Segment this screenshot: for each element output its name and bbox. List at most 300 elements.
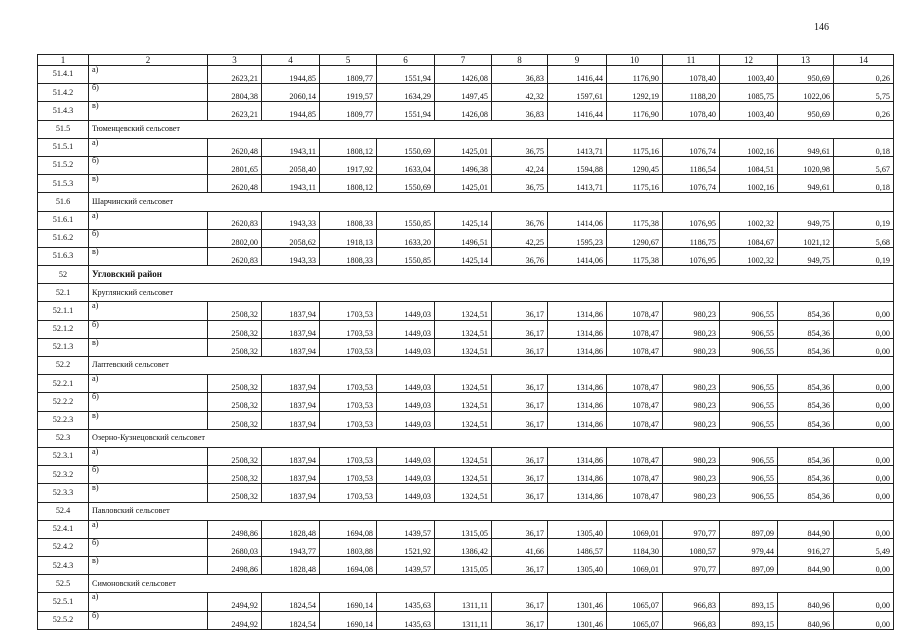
- row-number: 51.6.2: [38, 229, 89, 247]
- value-cell: 1176,90: [607, 102, 663, 120]
- row-number: 52.2.1: [38, 375, 89, 393]
- value-cell: 980,23: [663, 484, 720, 502]
- value-cell: 1186,54: [663, 156, 720, 174]
- section-title: Павловский сельсовет: [89, 502, 894, 520]
- value-cell: 1690,14: [320, 593, 377, 611]
- value-cell: 1837,94: [262, 375, 320, 393]
- tariff-table: [37, 54, 894, 630]
- value-cell: 949,61: [778, 138, 834, 156]
- value-cell: 950,69: [778, 102, 834, 120]
- row-variant: а): [89, 302, 208, 320]
- row-number: 52.2.2: [38, 393, 89, 411]
- value-cell: 854,36: [778, 411, 834, 429]
- value-cell: 1703,53: [320, 302, 377, 320]
- value-cell: 36,17: [492, 520, 548, 538]
- header-cell: 12: [720, 55, 778, 66]
- value-cell: 0,00: [834, 338, 894, 356]
- row-variant: в): [89, 411, 208, 429]
- value-cell: 0,00: [834, 375, 894, 393]
- value-cell: 1837,94: [262, 393, 320, 411]
- row-number: 52.5.2: [38, 611, 89, 629]
- value-cell: 1314,86: [548, 447, 607, 465]
- value-cell: 840,96: [778, 593, 834, 611]
- value-cell: 949,61: [778, 175, 834, 193]
- value-cell: 2801,65: [208, 156, 262, 174]
- row-variant: в): [89, 557, 208, 575]
- value-cell: 1301,46: [548, 611, 607, 629]
- row-variant: а): [89, 375, 208, 393]
- value-cell: 1435,63: [377, 611, 435, 629]
- value-cell: 1837,94: [262, 320, 320, 338]
- district-title: Угловский район: [89, 266, 894, 284]
- table-row: [38, 338, 894, 356]
- value-cell: 950,69: [778, 66, 834, 84]
- value-cell: 1085,75: [720, 84, 778, 102]
- table-row: [38, 538, 894, 556]
- value-cell: 36,17: [492, 593, 548, 611]
- value-cell: 1486,57: [548, 538, 607, 556]
- value-cell: 42,25: [492, 229, 548, 247]
- value-cell: 2508,32: [208, 484, 262, 502]
- value-cell: 1175,16: [607, 175, 663, 193]
- value-cell: 1694,08: [320, 557, 377, 575]
- value-cell: 36,17: [492, 375, 548, 393]
- value-cell: 1020,98: [778, 156, 834, 174]
- value-cell: 1324,51: [435, 484, 492, 502]
- value-cell: 5,75: [834, 84, 894, 102]
- value-cell: 1690,14: [320, 611, 377, 629]
- value-cell: 1175,38: [607, 247, 663, 265]
- header-cell: 7: [435, 55, 492, 66]
- value-cell: 0,00: [834, 520, 894, 538]
- section-number: 52.1: [38, 284, 89, 302]
- value-cell: 1449,03: [377, 338, 435, 356]
- value-cell: 1065,07: [607, 611, 663, 629]
- value-cell: 1551,94: [377, 66, 435, 84]
- value-cell: 1078,47: [607, 375, 663, 393]
- value-cell: 1416,44: [548, 102, 607, 120]
- table-row: [38, 520, 894, 538]
- header-cell: 4: [262, 55, 320, 66]
- value-cell: 1837,94: [262, 466, 320, 484]
- value-cell: 1324,51: [435, 338, 492, 356]
- value-cell: 1290,67: [607, 229, 663, 247]
- value-cell: 2623,21: [208, 66, 262, 84]
- row-variant: в): [89, 247, 208, 265]
- value-cell: 2620,83: [208, 247, 262, 265]
- value-cell: 1828,48: [262, 520, 320, 538]
- value-cell: 1633,20: [377, 229, 435, 247]
- value-cell: 840,96: [778, 611, 834, 629]
- value-cell: 1078,47: [607, 411, 663, 429]
- value-cell: 2620,48: [208, 138, 262, 156]
- value-cell: 36,17: [492, 393, 548, 411]
- value-cell: 0,19: [834, 247, 894, 265]
- value-cell: 1078,47: [607, 484, 663, 502]
- value-cell: 1550,85: [377, 247, 435, 265]
- section-row: [38, 284, 894, 302]
- value-cell: 980,23: [663, 466, 720, 484]
- value-cell: 0,00: [834, 302, 894, 320]
- value-cell: 1078,47: [607, 447, 663, 465]
- row-number: 52.4.1: [38, 520, 89, 538]
- value-cell: 2494,92: [208, 593, 262, 611]
- header-cell: 2: [89, 55, 208, 66]
- value-cell: 1439,57: [377, 557, 435, 575]
- value-cell: 906,55: [720, 466, 778, 484]
- value-cell: 906,55: [720, 375, 778, 393]
- value-cell: 36,17: [492, 411, 548, 429]
- value-cell: 42,24: [492, 156, 548, 174]
- page-number: 146: [814, 22, 829, 33]
- value-cell: 1594,88: [548, 156, 607, 174]
- row-variant: б): [89, 84, 208, 102]
- value-cell: 979,44: [720, 538, 778, 556]
- value-cell: 854,36: [778, 466, 834, 484]
- value-cell: 1703,53: [320, 484, 377, 502]
- value-cell: 1324,51: [435, 320, 492, 338]
- value-cell: 1449,03: [377, 411, 435, 429]
- value-cell: 1311,11: [435, 611, 492, 629]
- row-number: 52.1.2: [38, 320, 89, 338]
- value-cell: 1078,47: [607, 393, 663, 411]
- value-cell: 844,90: [778, 557, 834, 575]
- value-cell: 42,32: [492, 84, 548, 102]
- value-cell: 0,00: [834, 466, 894, 484]
- value-cell: 2623,21: [208, 102, 262, 120]
- value-cell: 1425,01: [435, 175, 492, 193]
- value-cell: 2802,00: [208, 229, 262, 247]
- value-cell: 1943,33: [262, 211, 320, 229]
- value-cell: 949,75: [778, 247, 834, 265]
- row-number: 52.3.2: [38, 466, 89, 484]
- value-cell: 0,00: [834, 411, 894, 429]
- section-row: [38, 193, 894, 211]
- value-cell: 1943,77: [262, 538, 320, 556]
- value-cell: 0,19: [834, 211, 894, 229]
- value-cell: 1324,51: [435, 447, 492, 465]
- value-cell: 1703,53: [320, 375, 377, 393]
- section-row: [38, 120, 894, 138]
- section-number: 52.4: [38, 502, 89, 520]
- value-cell: 5,67: [834, 156, 894, 174]
- section-row: [38, 575, 894, 593]
- value-cell: 893,15: [720, 593, 778, 611]
- value-cell: 1080,57: [663, 538, 720, 556]
- section-row: [38, 429, 894, 447]
- value-cell: 854,36: [778, 338, 834, 356]
- value-cell: 1084,51: [720, 156, 778, 174]
- value-cell: 916,27: [778, 538, 834, 556]
- value-cell: 1314,86: [548, 302, 607, 320]
- table-row: [38, 102, 894, 120]
- value-cell: 1837,94: [262, 302, 320, 320]
- value-cell: 1003,40: [720, 66, 778, 84]
- value-cell: 1078,47: [607, 466, 663, 484]
- value-cell: 2620,48: [208, 175, 262, 193]
- value-cell: 1314,86: [548, 338, 607, 356]
- value-cell: 1703,53: [320, 411, 377, 429]
- value-cell: 854,36: [778, 447, 834, 465]
- value-cell: 906,55: [720, 320, 778, 338]
- value-cell: 2508,32: [208, 447, 262, 465]
- value-cell: 0,00: [834, 393, 894, 411]
- table-row: [38, 611, 894, 629]
- value-cell: 1314,86: [548, 393, 607, 411]
- value-cell: 1550,85: [377, 211, 435, 229]
- table-row: [38, 557, 894, 575]
- table-row: [38, 593, 894, 611]
- value-cell: 1314,86: [548, 375, 607, 393]
- value-cell: 1324,51: [435, 411, 492, 429]
- value-cell: 1703,53: [320, 338, 377, 356]
- value-cell: 1551,94: [377, 102, 435, 120]
- row-number: 52.1.1: [38, 302, 89, 320]
- value-cell: 1314,86: [548, 466, 607, 484]
- section-title: Симоновский сельсовет: [89, 575, 894, 593]
- value-cell: 1809,77: [320, 66, 377, 84]
- value-cell: 1449,03: [377, 484, 435, 502]
- value-cell: 2508,32: [208, 320, 262, 338]
- value-cell: 1703,53: [320, 393, 377, 411]
- value-cell: 906,55: [720, 411, 778, 429]
- row-number: 51.5.1: [38, 138, 89, 156]
- table-row: [38, 156, 894, 174]
- row-number: 52.1.3: [38, 338, 89, 356]
- value-cell: 36,76: [492, 247, 548, 265]
- section-title: Озерно-Кузнецовский сельсовет: [89, 429, 894, 447]
- section-number: 52.3: [38, 429, 89, 447]
- section-row: [38, 502, 894, 520]
- value-cell: 36,75: [492, 175, 548, 193]
- value-cell: 1595,23: [548, 229, 607, 247]
- row-variant: б): [89, 229, 208, 247]
- value-cell: 1414,06: [548, 211, 607, 229]
- value-cell: 970,77: [663, 557, 720, 575]
- value-cell: 1301,46: [548, 593, 607, 611]
- value-cell: 1828,48: [262, 557, 320, 575]
- value-cell: 2804,38: [208, 84, 262, 102]
- value-cell: 854,36: [778, 320, 834, 338]
- table-row: [38, 320, 894, 338]
- row-variant: в): [89, 484, 208, 502]
- row-number: 52.3.3: [38, 484, 89, 502]
- section-number: 52: [38, 266, 89, 284]
- value-cell: 1414,06: [548, 247, 607, 265]
- value-cell: 980,23: [663, 338, 720, 356]
- value-cell: 36,17: [492, 557, 548, 575]
- section-title: Тюменцевский сельсовет: [89, 120, 894, 138]
- value-cell: 0,00: [834, 593, 894, 611]
- table-row: [38, 375, 894, 393]
- value-cell: 1803,88: [320, 538, 377, 556]
- value-cell: 1386,42: [435, 538, 492, 556]
- value-cell: 1550,69: [377, 138, 435, 156]
- header-cell: 3: [208, 55, 262, 66]
- value-cell: 0,00: [834, 447, 894, 465]
- value-cell: 36,17: [492, 466, 548, 484]
- value-cell: 1837,94: [262, 484, 320, 502]
- row-number: 51.5.2: [38, 156, 89, 174]
- value-cell: 2508,32: [208, 466, 262, 484]
- value-cell: 1449,03: [377, 393, 435, 411]
- value-cell: 1188,20: [663, 84, 720, 102]
- value-cell: 1002,32: [720, 247, 778, 265]
- value-cell: 906,55: [720, 393, 778, 411]
- value-cell: 1292,19: [607, 84, 663, 102]
- value-cell: 1413,71: [548, 138, 607, 156]
- value-cell: 2680,03: [208, 538, 262, 556]
- value-cell: 1808,33: [320, 247, 377, 265]
- value-cell: 36,83: [492, 102, 548, 120]
- value-cell: 1076,95: [663, 247, 720, 265]
- value-cell: 1703,53: [320, 447, 377, 465]
- section-title: Лаптевский сельсовет: [89, 357, 894, 375]
- section-row: [38, 357, 894, 375]
- value-cell: 1919,57: [320, 84, 377, 102]
- value-cell: 1824,54: [262, 611, 320, 629]
- row-number: 51.5.3: [38, 175, 89, 193]
- value-cell: 1439,57: [377, 520, 435, 538]
- value-cell: 1186,75: [663, 229, 720, 247]
- value-cell: 980,23: [663, 375, 720, 393]
- value-cell: 1314,86: [548, 411, 607, 429]
- value-cell: 2498,86: [208, 557, 262, 575]
- value-cell: 1078,47: [607, 338, 663, 356]
- value-cell: 1496,51: [435, 229, 492, 247]
- table-row: [38, 229, 894, 247]
- value-cell: 1808,12: [320, 138, 377, 156]
- value-cell: 1521,92: [377, 538, 435, 556]
- row-variant: а): [89, 593, 208, 611]
- value-cell: 1694,08: [320, 520, 377, 538]
- header-cell: 8: [492, 55, 548, 66]
- value-cell: 966,83: [663, 593, 720, 611]
- header-row: [38, 55, 894, 66]
- value-cell: 1633,04: [377, 156, 435, 174]
- value-cell: 0,00: [834, 320, 894, 338]
- value-cell: 1069,01: [607, 520, 663, 538]
- value-cell: 0,00: [834, 611, 894, 629]
- table-row: [38, 138, 894, 156]
- value-cell: 0,26: [834, 66, 894, 84]
- row-variant: б): [89, 538, 208, 556]
- row-variant: а): [89, 520, 208, 538]
- header-cell: 5: [320, 55, 377, 66]
- section-number: 52.5: [38, 575, 89, 593]
- value-cell: 2058,40: [262, 156, 320, 174]
- section-number: 51.5: [38, 120, 89, 138]
- value-cell: 2060,14: [262, 84, 320, 102]
- value-cell: 1597,61: [548, 84, 607, 102]
- value-cell: 36,76: [492, 211, 548, 229]
- value-cell: 906,55: [720, 447, 778, 465]
- value-cell: 2508,32: [208, 338, 262, 356]
- table-body: [38, 55, 894, 630]
- value-cell: 1002,16: [720, 138, 778, 156]
- value-cell: 854,36: [778, 393, 834, 411]
- value-cell: 906,55: [720, 338, 778, 356]
- value-cell: 1497,45: [435, 84, 492, 102]
- value-cell: 1416,44: [548, 66, 607, 84]
- value-cell: 2508,32: [208, 375, 262, 393]
- value-cell: 1324,51: [435, 466, 492, 484]
- value-cell: 949,75: [778, 211, 834, 229]
- table-row: [38, 484, 894, 502]
- row-variant: а): [89, 447, 208, 465]
- value-cell: 1065,07: [607, 593, 663, 611]
- value-cell: 1078,47: [607, 302, 663, 320]
- value-cell: 2508,32: [208, 302, 262, 320]
- value-cell: 854,36: [778, 302, 834, 320]
- header-cell: 6: [377, 55, 435, 66]
- value-cell: 1837,94: [262, 338, 320, 356]
- value-cell: 0,18: [834, 138, 894, 156]
- value-cell: 2494,92: [208, 611, 262, 629]
- value-cell: 36,83: [492, 66, 548, 84]
- table-row: [38, 411, 894, 429]
- value-cell: 980,23: [663, 411, 720, 429]
- section-number: 51.6: [38, 193, 89, 211]
- value-cell: 1076,74: [663, 175, 720, 193]
- row-variant: б): [89, 320, 208, 338]
- table-row: [38, 211, 894, 229]
- value-cell: 1426,08: [435, 66, 492, 84]
- value-cell: 1175,16: [607, 138, 663, 156]
- value-cell: 1176,90: [607, 66, 663, 84]
- value-cell: 0,26: [834, 102, 894, 120]
- value-cell: 1943,11: [262, 138, 320, 156]
- value-cell: 1944,85: [262, 66, 320, 84]
- value-cell: 1425,14: [435, 211, 492, 229]
- table-row: [38, 84, 894, 102]
- district-row: [38, 266, 894, 284]
- table-row: [38, 247, 894, 265]
- value-cell: 1918,13: [320, 229, 377, 247]
- value-cell: 1314,86: [548, 484, 607, 502]
- value-cell: 1837,94: [262, 411, 320, 429]
- value-cell: 970,77: [663, 520, 720, 538]
- value-cell: 2058,62: [262, 229, 320, 247]
- value-cell: 980,23: [663, 302, 720, 320]
- value-cell: 1425,14: [435, 247, 492, 265]
- value-cell: 1078,47: [607, 320, 663, 338]
- value-cell: 1324,51: [435, 302, 492, 320]
- value-cell: 36,75: [492, 138, 548, 156]
- row-number: 52.2.3: [38, 411, 89, 429]
- value-cell: 1449,03: [377, 375, 435, 393]
- value-cell: 1069,01: [607, 557, 663, 575]
- value-cell: 2620,83: [208, 211, 262, 229]
- value-cell: 2498,86: [208, 520, 262, 538]
- row-variant: а): [89, 66, 208, 84]
- value-cell: 1324,51: [435, 375, 492, 393]
- value-cell: 1808,33: [320, 211, 377, 229]
- value-cell: 1078,40: [663, 102, 720, 120]
- value-cell: 1315,05: [435, 520, 492, 538]
- value-cell: 1449,03: [377, 447, 435, 465]
- value-cell: 5,49: [834, 538, 894, 556]
- row-number: 52.4.2: [38, 538, 89, 556]
- row-variant: а): [89, 138, 208, 156]
- value-cell: 1076,95: [663, 211, 720, 229]
- value-cell: 1944,85: [262, 102, 320, 120]
- value-cell: 1324,51: [435, 393, 492, 411]
- row-variant: в): [89, 338, 208, 356]
- value-cell: 1175,38: [607, 211, 663, 229]
- value-cell: 980,23: [663, 447, 720, 465]
- row-number: 52.3.1: [38, 447, 89, 465]
